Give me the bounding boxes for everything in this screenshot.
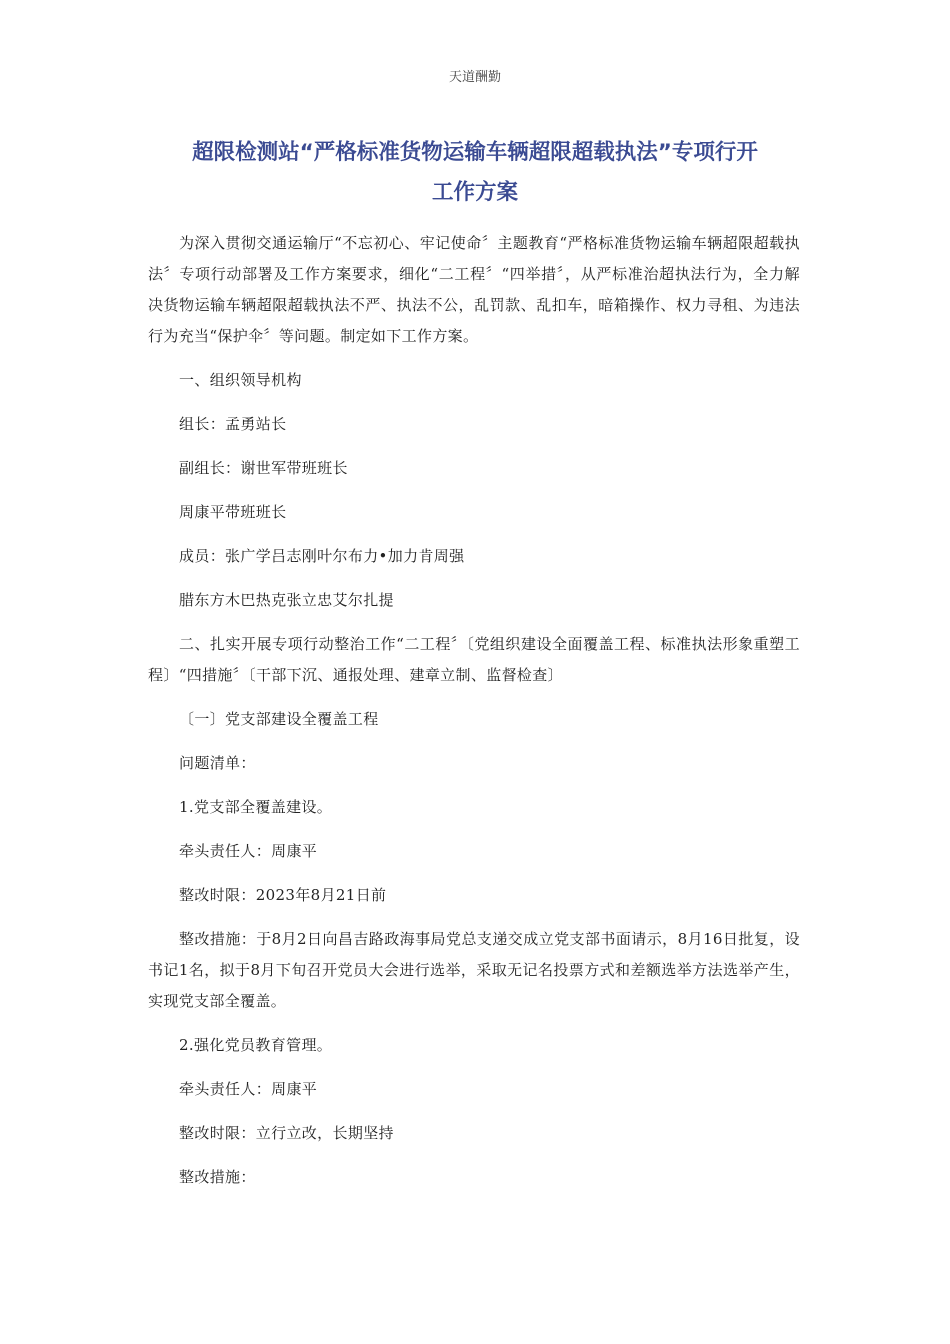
document-title-line-2: 工作方案	[431, 180, 518, 205]
deputy-leader-line: 副组长：谢世军带班班长	[179, 459, 348, 477]
issue-item-2: 2.强化党员教育管理。	[179, 1036, 333, 1054]
issue-2-deadline: 整改时限：立行立改，长期坚持	[179, 1124, 394, 1142]
deputy-leader-line-2: 周康平带班班长	[179, 503, 287, 521]
members-line-2: 腊东方木巴热克张立忠艾尔扎提	[179, 591, 394, 609]
members-line: 成员：张广学吕志刚叶尔布力•加力肯周强	[179, 547, 465, 565]
document-title-line-1: 超限检测站“严格标准货物运输车辆超限超载执法”专项行开	[192, 140, 758, 165]
section-heading-organization: 一、组织领导机构	[179, 371, 302, 389]
document-title	[120, 133, 830, 213]
issue-1-measures: 整改措施：于8月2日向昌吉路政海事局党总支递交成立党支部书面请示，8月16日批复，设书记1名，拟于8月下旬召开党员大会进行选举，采取无记名投票方式和差额选举方法选举产生，实现党支部全覆盖。	[148, 930, 800, 1010]
issue-list-label: 问题清单：	[179, 754, 256, 772]
subsection-heading-party-branch: 〔一〕党支部建设全覆盖工程	[179, 710, 379, 728]
intro-paragraph: 为深入贯彻交通运输厅“不忘初心、牢记使命〞主题教育“严格标准货物运输车辆超限超载执法〞专项行动部署及工作方案要求，细化“二工程〞“四举措〞，从严标准治超执法行为，全力解决货物运输车辆超限超载执法不严、执法不公，乱罚款、乱扣车，暗箱操作、权力寻租、为违法行为充当“保护伞〞等问题。制定如下工作方案。	[148, 234, 800, 345]
issue-item-1: 1.党支部全覆盖建设。	[179, 798, 333, 816]
issue-2-responsible: 牵头责任人：周康平	[179, 1080, 318, 1098]
issue-1-deadline: 整改时限：2023年8月21日前	[179, 886, 387, 904]
issue-2-measures: 整改措施：	[179, 1168, 256, 1186]
section-heading-rectification: 二、扎实开展专项行动整治工作“二工程〞〔党组织建设全面覆盖工程、标准执法形象重塑工程〕“四措施〞〔干部下沉、通报处理、建章立制、监督检查〕	[148, 635, 800, 684]
issue-1-responsible: 牵头责任人：周康平	[179, 842, 318, 860]
leader-line: 组长：孟勇站长	[179, 415, 287, 433]
page-header: 天道酬勤	[448, 70, 501, 85]
document-body	[148, 228, 800, 1206]
